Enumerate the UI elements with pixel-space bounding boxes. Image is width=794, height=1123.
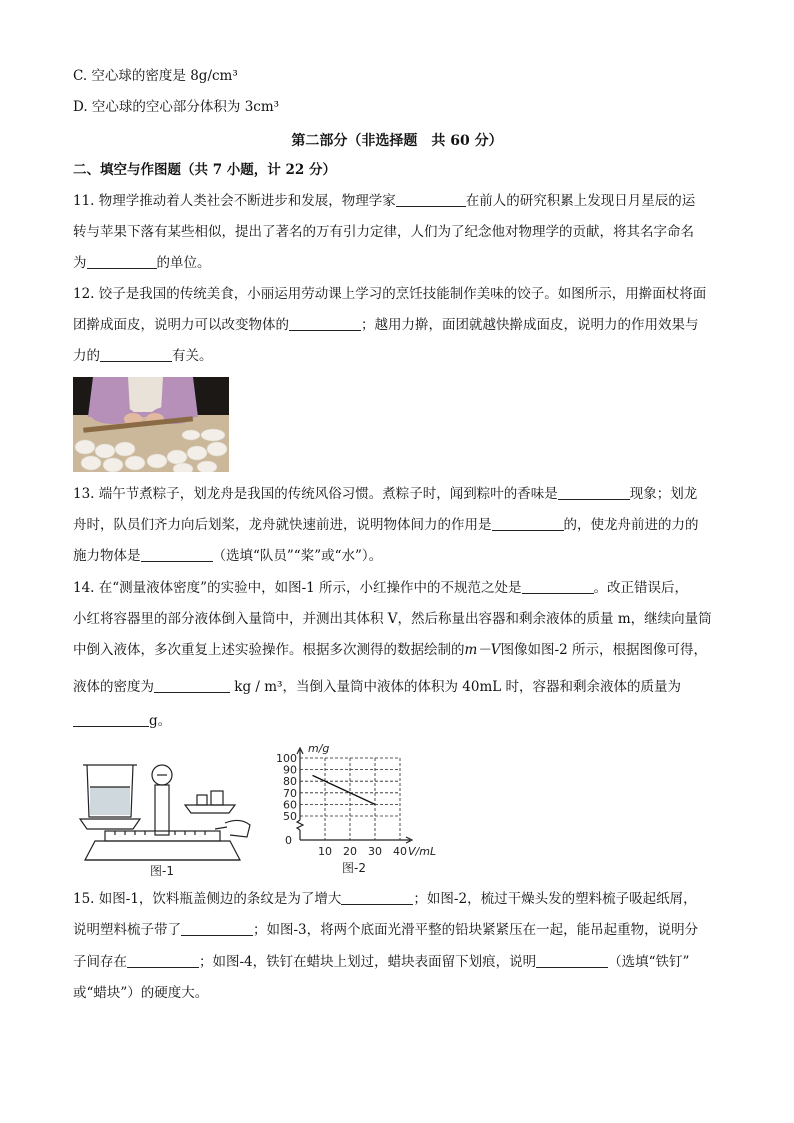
q14-line4: 液体的密度为 kg / m³，当倒入量筒中液体的体积为 40mL 时，容器和剩余液体的质量为 [73, 679, 681, 695]
data-line [313, 775, 376, 804]
q14-line1: 14. 在“测量液体密度”的实验中，如图-1 所示，小红操作中的不规范之处是 。改正错误后， [73, 580, 689, 596]
y-tick-label: 100 [276, 752, 297, 765]
q13-line2: 舟时，队员们齐力向后划桨，龙舟就快速前进，说明物体间力的作用是 的，使龙舟前进的力的 [73, 517, 699, 533]
x-tick-label: 20 [343, 845, 357, 858]
answer-blank[interactable] [492, 516, 564, 531]
answer-blank[interactable] [154, 678, 230, 693]
y-tick-label: 60 [283, 798, 297, 812]
q12-line1: 12. 饺子是我国的传统美食，小丽运用劳动课上学习的烹饪技能制作美味的饺子。如图所示，用擀面杖将面 [73, 286, 707, 302]
axis-break [297, 820, 303, 830]
answer-blank[interactable] [73, 712, 149, 727]
m-v-symbol: m－V [464, 642, 501, 658]
answer-blank[interactable] [396, 192, 466, 207]
answer-blank[interactable] [87, 254, 157, 269]
q12-line2: 团擀成面皮，说明力可以改变物体的 ；越用力擀，面团就越快擀成面皮，说明力的作用效果与 [73, 317, 699, 333]
answer-blank[interactable] [536, 953, 608, 968]
answer-blank[interactable] [341, 890, 413, 905]
q11-line2: 转与苹果下落有某些相似，提出了著名的万有引力定律，人们为了纪念他对物理学的贡献，将其名字命名 [73, 224, 694, 240]
y-axis-label: m/g [308, 742, 330, 755]
q13-line1: 13. 端午节煮粽子，划龙舟是我国的传统风俗习惯。煮粽子时，闻到粽叶的香味是 现象；划龙 [73, 486, 698, 502]
part-title: 第二部分（非选择题 共 60 分） [291, 133, 503, 149]
x-tick-label: 40 [393, 845, 407, 858]
q14-line2: 小红将容器里的部分液体倒入量筒中，并测出其体积 V，然后称量出容器和剩余液体的质量 m，继续向量筒 [73, 611, 712, 627]
x-tick-label: 30 [368, 845, 382, 858]
q14-line3: 中倒入液体，多次重复上述实验操作。根据多次测得的数据绘制的m－V图像如图-2 所示，根据图像可得， [73, 642, 708, 658]
answer-blank[interactable] [100, 347, 172, 362]
q11-line1: 11. 物理学推动着人类社会不断进步和发展，物理学家 在前人的研究积累上发现日月星辰的运 [73, 193, 696, 209]
section-title: 二、填空与作图题（共 7 小题，计 22 分） [73, 162, 336, 178]
origin-label: 0 [285, 834, 292, 847]
answer-blank[interactable] [289, 316, 361, 331]
option-d: D. 空心球的空心部分体积为 3cm³ [73, 99, 280, 115]
q15-line1: 15. 如图-1，饮料瓶盖侧边的条纹是为了增大 ；如图-2，梳过干燥头发的塑料梳子吸起纸屑， [73, 891, 697, 907]
q13-line3: 施力物体是 （选填“队员”“桨”或“水”）。 [73, 548, 383, 564]
q11-line3: 为 的单位。 [73, 255, 211, 271]
answer-blank[interactable] [522, 579, 594, 594]
option-c: C. 空心球的密度是 8g/cm³ [73, 68, 238, 84]
q15-line3: 子间存在 ；如图-4，铁钉在蜡块上划过，蜡块表面留下划痕，说明 （选填“铁钉” [73, 954, 690, 970]
x-axis-label: V/mL [408, 845, 437, 858]
y-tick-label: 90 [283, 763, 297, 777]
balance-figure [75, 745, 255, 880]
answer-blank[interactable] [181, 921, 253, 936]
answer-blank[interactable] [141, 547, 213, 562]
fig2-caption: 图-2 [342, 861, 366, 875]
m-v-graph [270, 738, 450, 878]
q15-line4: 或“蜡块”）的硬度大。 [73, 985, 209, 1001]
answer-blank[interactable] [558, 485, 630, 500]
q12-line3: 力的 有关。 [73, 348, 213, 364]
y-tick-label: 50 [283, 810, 297, 823]
x-tick-label: 10 [318, 845, 332, 858]
q15-line2: 说明塑料梳子带了 ；如图-3，将两个底面光滑平整的铅块紧紧压在一起，能吊起重物，说明分 [73, 922, 699, 938]
y-tick-label: 70 [283, 786, 297, 800]
dumpling-photo [73, 377, 229, 472]
answer-blank[interactable] [127, 953, 199, 968]
q14-line5: g。 [73, 711, 734, 731]
fig1-caption: 图-1 [150, 864, 174, 878]
y-tick-label: 80 [283, 775, 297, 789]
